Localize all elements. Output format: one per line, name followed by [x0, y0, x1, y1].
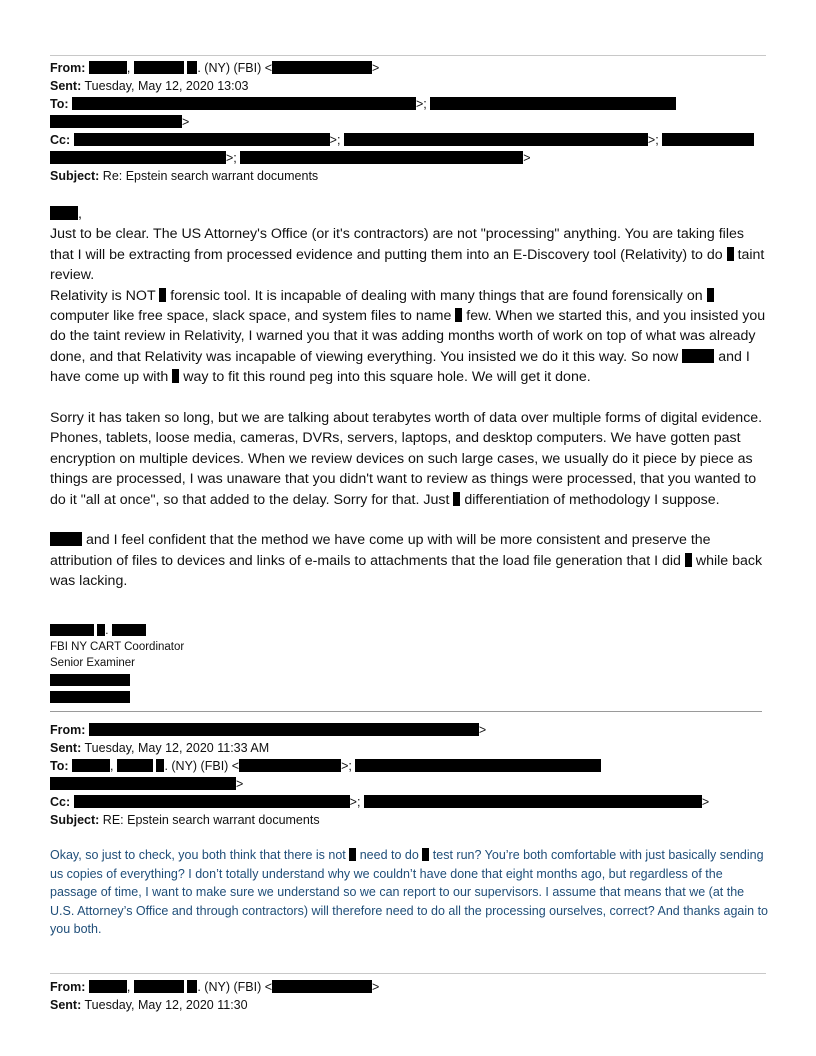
redaction: [172, 369, 179, 383]
email3-from-suffix: . (NY) (FBI) <: [197, 980, 273, 994]
redaction: [50, 115, 182, 128]
text-run: forensic tool. It is incapable of dealing with many things that are found forensically on: [170, 287, 703, 304]
redaction: [240, 151, 523, 164]
text-run: Sorry it has taken so long, but we are talking about terabytes worth of data over multiple forms of digital evidence. Phones, tablets, loose media, cameras, DVRs, servers, laptops, and desktop computers. We have gotten past encryption on multiple devices. When we review devices on such large cases, we usually do it piece by piece as things are processed, I was unaware that you didn't want to review as things were processed, that you wanted to do it "all at once", so that added to the delay. Sorry for that. Just: [50, 410, 763, 508]
redaction: [239, 759, 341, 772]
email3-sent-line: [50, 996, 248, 1014]
email1-to-line: [50, 95, 676, 113]
email1-subject-line: [50, 167, 318, 185]
email1-sent-line: [50, 77, 249, 95]
text-run: taint review.: [50, 246, 765, 284]
paragraph-2: [50, 286, 768, 388]
redaction: [72, 97, 416, 110]
redaction: [134, 980, 184, 993]
paragraph-3: [50, 408, 768, 510]
redaction: [159, 288, 166, 302]
sent-label: Sent:: [50, 741, 82, 755]
redaction: [272, 980, 372, 993]
redaction: [50, 532, 82, 546]
redaction: [187, 980, 197, 993]
redaction: [707, 288, 714, 302]
header-rule-top: [50, 55, 766, 56]
from-label: From:: [50, 61, 86, 75]
greeting: [50, 204, 768, 224]
text-run: Okay, so just to check, you both think that there is not: [50, 848, 346, 862]
text-run: computer like free space, slack space, and system files to name: [50, 308, 452, 325]
to-label: To:: [50, 759, 69, 773]
sent-label: Sent:: [50, 998, 82, 1012]
redaction: [50, 674, 130, 686]
gt-semi: >;: [349, 795, 361, 809]
comma: ,: [126, 61, 131, 75]
paragraph-1: [50, 224, 768, 285]
redaction: [727, 247, 734, 261]
cc-label: Cc:: [50, 795, 71, 809]
redaction: [50, 624, 94, 636]
redaction: [74, 795, 350, 808]
from-label: From:: [50, 980, 86, 994]
gt-semi: >;: [416, 97, 427, 111]
text-run: need to do: [359, 848, 419, 862]
paragraph-gap: [50, 510, 768, 530]
gt: >: [701, 795, 710, 809]
redaction: [72, 759, 110, 772]
redaction: [682, 349, 714, 363]
email1-sent-value: Tuesday, May 12, 2020 13:03: [84, 79, 249, 93]
redaction: [89, 723, 479, 736]
email2-body: [50, 846, 770, 939]
redaction: [662, 133, 754, 146]
email1-subject-value: Re: Epstein search warrant documents: [102, 169, 319, 183]
email2-to-suffix: . (NY) (FBI) <: [164, 759, 240, 773]
sent-label: Sent:: [50, 79, 82, 93]
text-run: few. When we started this, and you insisted you do the taint review in Relativity, I warned you that it was adding months worth of work on top of what was already done, and that Relativity was incapable of viewing everything. You insisted we do it this way. So now: [50, 308, 766, 365]
email2-to-line-cont: [50, 775, 243, 793]
redaction: [355, 759, 601, 772]
email1-from-suffix: . (NY) (FBI) <: [197, 61, 273, 75]
gt-semi: >;: [226, 151, 237, 165]
subject-label: Subject:: [50, 169, 100, 183]
redaction: [89, 61, 127, 74]
comma: ,: [126, 980, 131, 994]
header-rule-email2: [50, 711, 762, 712]
signature-redacted-line: [50, 673, 184, 689]
redaction: [89, 980, 127, 993]
gt-semi: >;: [329, 133, 341, 147]
signature-title: FBI NY CART Coordinator: [50, 641, 185, 653]
text-run: and I feel confident that the method we have come up with will be more consistent and preserve the attribution of files to devices and links of e-mails to attachments that the load file generation that I did: [50, 532, 711, 569]
paragraph-gap: [50, 388, 768, 408]
redaction: [74, 133, 330, 146]
redaction: [453, 492, 460, 506]
gt-semi: >;: [647, 133, 659, 147]
email3-sent-value: Tuesday, May 12, 2020 11:30: [84, 998, 248, 1012]
redaction: [364, 795, 702, 808]
gt: >: [236, 777, 244, 791]
email3-from-line: [50, 978, 379, 996]
email2-paragraph: [50, 846, 770, 939]
signature-name: [50, 623, 184, 639]
gt-semi: >;: [341, 759, 352, 773]
redaction: [187, 61, 197, 74]
comma: ,: [110, 759, 114, 773]
text-run: test run? You’re both comfortable with just basically sending us copies of everything? I don’t totally understand why we couldn’t have done that eight months ago, but regardless of the passage of time, I want to make sure we understand so we can report to our supervisors. I assume that means that we (at the U.S. Attorney’s Office and through contractors) will therefore need to do all the processing ourselves, correct? And thanks again to you both.: [50, 848, 768, 937]
text-run: Relativity is NOT: [50, 287, 156, 304]
email1-cc-line-cont: [50, 149, 531, 167]
redaction: [344, 133, 648, 146]
redaction: [97, 624, 105, 636]
redaction: [685, 553, 692, 567]
cc-label: Cc:: [50, 133, 71, 147]
gt: >: [523, 151, 531, 165]
signature-role: Senior Examiner: [50, 657, 136, 669]
comma: ,: [78, 206, 82, 222]
redaction: [50, 151, 226, 164]
redaction: [50, 777, 236, 790]
header-rule-email3: [50, 973, 766, 974]
email1-to-line-cont: [50, 113, 189, 131]
email1-body: [50, 204, 768, 592]
email2-sent-value: Tuesday, May 12, 2020 11:33 AM: [84, 741, 270, 755]
to-label: To:: [50, 97, 69, 111]
text-run: and I have come up with: [50, 348, 750, 386]
email2-subject-line: [50, 811, 320, 829]
signature-redacted-line: [50, 690, 184, 706]
gt: >: [372, 61, 380, 75]
paragraph-4: [50, 530, 768, 591]
gt: >: [372, 980, 380, 994]
redaction: [430, 97, 676, 110]
period: .: [105, 625, 109, 637]
redaction: [422, 848, 429, 861]
redaction: [117, 759, 153, 772]
email2-cc-line: [50, 793, 709, 811]
email2-sent-line: [50, 739, 269, 757]
from-label: From:: [50, 723, 86, 737]
gt: >: [478, 723, 487, 737]
email2-from-line: [50, 721, 486, 739]
signature-block: [50, 623, 184, 706]
gt: >: [182, 115, 190, 129]
redaction: [272, 61, 372, 74]
text-run: Just to be clear. The US Attorney's Office (or it's contractors) are not "processing" anything. You are taking files that I will be extracting from processed evidence and putting them into an E-Discovery tool (Relativity) to do: [50, 226, 744, 263]
redaction: [455, 308, 462, 322]
redaction: [112, 624, 146, 636]
email1-from-line: [50, 59, 379, 77]
subject-label: Subject:: [50, 813, 100, 827]
email1-cc-line: [50, 131, 754, 149]
redaction: [50, 691, 130, 703]
text-run: while back was lacking.: [50, 552, 763, 590]
redaction: [134, 61, 184, 74]
text-run: way to fit this round peg into this square hole. We will get it done.: [183, 369, 591, 386]
redaction: [349, 848, 356, 861]
email2-to-line: [50, 757, 601, 775]
text-run: differentiation of methodology I suppose.: [464, 491, 720, 508]
email2-subject-value: RE: Epstein search warrant documents: [102, 813, 320, 827]
redaction: [50, 206, 78, 220]
